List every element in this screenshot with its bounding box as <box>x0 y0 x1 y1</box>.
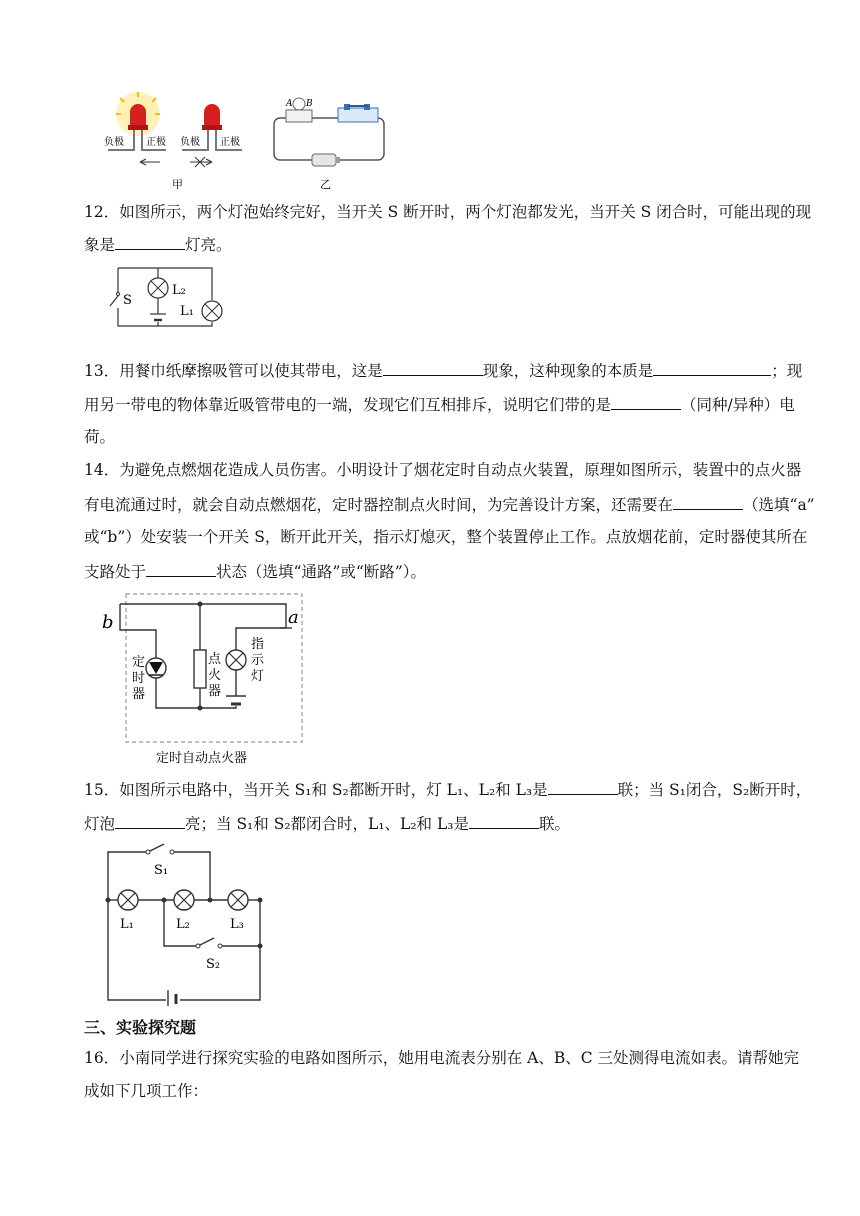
knife-switch-icon <box>338 104 378 122</box>
svg-text:A: A <box>286 99 293 109</box>
q13-answer-blank-1[interactable] <box>383 360 483 376</box>
q15-line2: 灯泡 亮；当 S₁和 S₂都闭合时，L₁、L₂和 L₃是 联。 <box>84 815 570 833</box>
timer-label-1: 定 <box>132 655 146 670</box>
q14-line2: 有电流通过时，就会自动点燃烟花，定时器控制点火时间，为完善设计方案，还需要在 （选填“a” <box>84 496 815 514</box>
battery-icon <box>150 314 166 320</box>
q13-answer-blank-2[interactable] <box>653 360 771 376</box>
cross-arrow-icon <box>190 157 212 167</box>
igniter-label-1: 点 <box>208 652 222 667</box>
q13-line1: 13．用餐巾纸摩擦吸管可以使其带电，这是 现象，这种现象的本质是 ；现 <box>84 362 803 380</box>
q15-answer-blank-2[interactable] <box>115 813 185 829</box>
q12-answer-blank[interactable] <box>115 234 185 250</box>
battery-icon <box>226 696 246 704</box>
q16-line2: 成如下几项工作： <box>84 1082 209 1100</box>
label-s2: S₂ <box>206 957 221 972</box>
fig11-circuit-yi <box>266 94 394 192</box>
indicator-label-1: 指 <box>251 637 265 652</box>
igniter-resistor-icon <box>194 650 206 688</box>
q13-line3: 荷。 <box>84 428 116 446</box>
battery-icon <box>168 990 176 1006</box>
lamp-l2-icon <box>148 278 168 298</box>
current-arrow-icon <box>140 159 160 165</box>
battery-icon <box>312 154 340 166</box>
q15-answer-blank-1[interactable] <box>548 779 618 795</box>
neg-label-right: 负极 <box>180 137 200 148</box>
lamp-l1-icon <box>118 890 138 910</box>
igniter-caption: 定时自动点火器 <box>156 751 248 766</box>
label-a: a <box>288 607 299 628</box>
q15-circuit-diagram <box>100 842 270 1006</box>
indicator-lamp-icon <box>226 650 246 670</box>
q14-igniter-diagram <box>96 588 316 770</box>
q15-answer-blank-3[interactable] <box>469 813 539 829</box>
label-jia: 甲 <box>172 178 183 191</box>
q16-line1: 16．小南同学进行探究实验的电路如图所示，她用电流表分别在 A、B、C 三处测得电流如表。请帮她完 <box>84 1049 800 1067</box>
q12-line2: 象是 灯亮。 <box>84 236 232 254</box>
q14-line1: 14．为避免点燃烟花造成人员伤害。小明设计了烟花定时自动点火装置，原理如图所示，装置中的点火器 <box>84 461 802 479</box>
timer-label-2: 时 <box>132 671 146 686</box>
section-title: 三、实验探究题 <box>84 1018 197 1037</box>
q12-line1: 12．如图所示，两个灯泡始终完好，当开关 S 断开时，两个灯泡都发光，当开关 S 闭合时，可能出现的现 <box>84 203 812 221</box>
timer-icon <box>146 658 166 678</box>
indicator-label-2: 示 <box>251 653 265 668</box>
timer-label-3: 器 <box>132 687 146 702</box>
label-yi: 乙 <box>320 178 331 191</box>
igniter-label-2: 火 <box>208 668 222 683</box>
q14-line4: 支路处于 状态（选填“通路”或“断路”）。 <box>84 563 426 581</box>
pos-label-right: 正极 <box>220 137 240 148</box>
fig11-led-diagram <box>96 92 246 192</box>
igniter-label-3: 器 <box>208 684 222 699</box>
label-l1: L₁ <box>180 304 194 319</box>
lamp-l1-icon <box>202 301 222 321</box>
label-b: b <box>102 612 114 633</box>
label-l1: L₁ <box>120 917 134 932</box>
neg-label-left: 负极 <box>104 137 124 148</box>
q15-line1: 15．如图所示电路中，当开关 S₁和 S₂都断开时，灯 L₁、L₂和 L₃是 联；当 S₁闭合，S₂断开时， <box>84 781 812 799</box>
label-l3: L₃ <box>230 917 244 932</box>
q14-answer-blank-1[interactable] <box>673 494 743 510</box>
q13-line2: 用另一带电的物体靠近吸管带电的一端，发现它们互相排斥，说明它们带的是 （同种/异种）电 <box>84 396 795 414</box>
svg-text:B: B <box>306 99 313 109</box>
label-l2: L₂ <box>172 283 186 298</box>
label-s: S <box>123 293 132 308</box>
q12-circuit-diagram <box>106 264 228 328</box>
bulb-holder-icon <box>285 98 313 122</box>
q14-line3: 或“b”）处安装一个开关 S，断开此开关，指示灯熄灭，整个装置停止工作。点放烟花前，定时器使其所在 <box>84 528 808 546</box>
indicator-label-3: 灯 <box>251 669 265 684</box>
lamp-l2-icon <box>174 890 194 910</box>
lamp-l3-icon <box>228 890 248 910</box>
label-l2: L₂ <box>176 917 190 932</box>
label-s1: S₁ <box>154 863 169 878</box>
q13-answer-blank-3[interactable] <box>611 394 681 410</box>
q14-answer-blank-2[interactable] <box>146 561 216 577</box>
pos-label-left: 正极 <box>146 137 166 148</box>
